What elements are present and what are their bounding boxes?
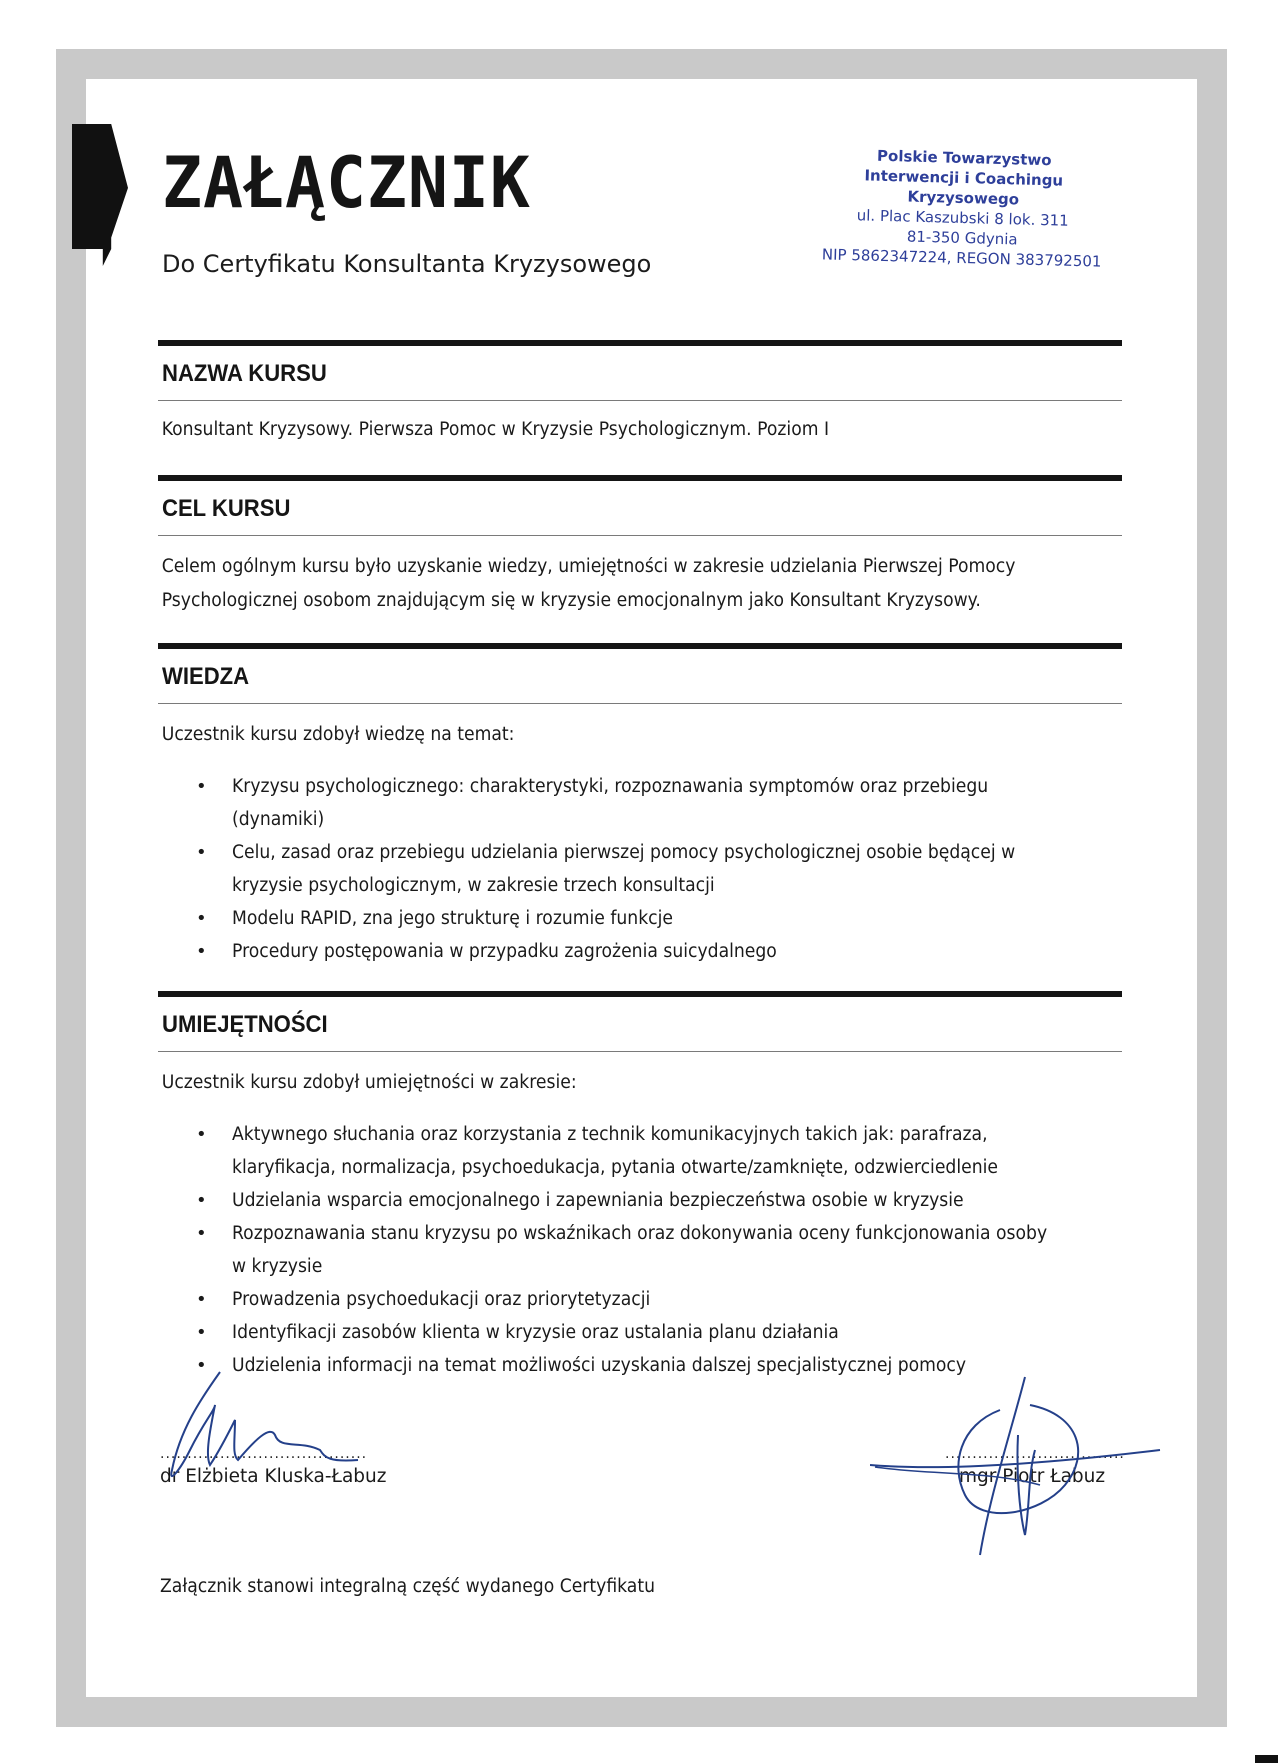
section-heading: NAZWA KURSU	[162, 360, 327, 387]
bullet-icon: •	[196, 908, 207, 929]
bullet-icon: •	[196, 1190, 207, 1211]
section-heading: CEL KURSU	[162, 495, 291, 522]
list-item	[158, 836, 1122, 902]
stamp-line-1: Polskie Towarzystwo	[876, 146, 1052, 170]
list-item-text: Udzielenia informacji na temat możliwości uzyskania dalszej specjalistycznej pomocy	[232, 1355, 967, 1376]
document-subtitle: Do Certyfikatu Konsultanta Kryzysowego	[162, 250, 652, 278]
section-rule-thin	[158, 1051, 1122, 1052]
bullet-icon: •	[196, 1223, 207, 1244]
bullet-icon: •	[196, 1289, 207, 1310]
section-heading: UMIEJĘTNOŚCI	[162, 1011, 328, 1038]
course-goal-line-1: Celem ogólnym kursu było uzyskanie wiedzy, umiejętności w zakresie udzielania Pierwszej Pomocy	[161, 556, 1016, 577]
section-rule-thick	[158, 991, 1122, 997]
section-course-name	[158, 340, 1122, 447]
course-name-text: Konsultant Kryzysowy. Pierwsza Pomoc w Kryzysie Psychologicznym. Poziom I	[161, 419, 830, 440]
section-rule-thin	[158, 400, 1122, 401]
skills-intro: Uczestnik kursu zdobył umiejętności w zakresie:	[161, 1072, 577, 1093]
bullet-icon: •	[196, 1355, 207, 1376]
list-item-text: Prowadzenia psychoedukacji oraz priorytetyzacji	[232, 1289, 651, 1310]
list-item	[158, 1217, 1122, 1283]
list-item-text: Udzielania wsparcia emocjonalnego i zapewniania bezpieczeństwa osobie w kryzysie	[232, 1190, 964, 1211]
knowledge-list	[158, 770, 1122, 968]
document-title: ZAŁĄCZNIK	[162, 142, 531, 224]
list-item	[158, 1283, 1122, 1316]
stamp-line-4: 81-350 Gdynia	[906, 227, 1018, 249]
section-knowledge	[158, 643, 1122, 968]
section-course-goal	[158, 475, 1122, 618]
section-rule-thick	[158, 340, 1122, 346]
section-rule-thin	[158, 535, 1122, 536]
list-item	[158, 1118, 1122, 1184]
list-item-text: w kryzysie	[232, 1256, 323, 1277]
handwritten-signature-left	[160, 1370, 400, 1495]
section-heading: WIEDZA	[162, 663, 250, 690]
list-item-text: (dynamiki)	[232, 809, 325, 830]
signatory-right-name: mgr Piotr Łabuz	[959, 1466, 1106, 1487]
document-footer-note: Załącznik stanowi integralną część wydanego Certyfikatu	[160, 1576, 656, 1597]
list-item-text: Celu, zasad oraz przebiegu udzielania pierwszej pomocy psychologicznej osobie będącej w	[232, 842, 1016, 863]
knowledge-intro: Uczestnik kursu zdobył wiedzę na temat:	[161, 724, 515, 745]
list-item-text: klaryfikacja, normalizacja, psychoedukacja, pytania otwarte/zamknięte, odzwierciedlenie	[232, 1157, 998, 1178]
skills-list	[158, 1118, 1122, 1382]
section-rule-thin	[158, 703, 1122, 704]
section-skills	[158, 991, 1122, 1382]
stamp-line-3: ul. Plac Kaszubski 8 lok. 311	[856, 206, 1069, 230]
organization-stamp	[816, 144, 1109, 272]
list-item-text: kryzysie psychologicznym, w zakresie trzech konsultacji	[232, 875, 715, 896]
signature-line-dots: .................................	[945, 1446, 1125, 1462]
list-item	[158, 1184, 1122, 1217]
list-item-text: Kryzysu psychologicznego: charakterystyki, rozpoznawania symptomów oraz przebiegu	[232, 776, 989, 797]
bullet-icon: •	[196, 776, 207, 797]
signatory-left-name: dr Elżbieta Kluska-Łabuz	[160, 1466, 387, 1487]
list-item-text: Procedury postępowania w przypadku zagrożenia suicydalnego	[232, 941, 777, 962]
handwritten-signature-right	[870, 1375, 1170, 1560]
signature-line-dots: ......................................	[160, 1446, 368, 1462]
list-item-text: Aktywnego słuchania oraz korzystania z technik komunikacyjnych takich jak: parafraza,	[232, 1124, 988, 1145]
stamp-line-5: NIP 5862347224, REGON 383792501	[821, 245, 1102, 271]
scan-corner-mark	[1255, 1755, 1278, 1763]
course-goal-line-2: Psychologicznej osobom znajdującym się w kryzysie emocjonalnym jako Konsultant Kryzysowy.	[161, 590, 981, 611]
list-item-text: Identyfikacji zasobów klienta w kryzysie oraz ustalania planu działania	[232, 1322, 839, 1343]
bullet-icon: •	[196, 1124, 207, 1145]
list-item	[158, 770, 1122, 836]
list-item-text: Rozpoznawania stanu kryzysu po wskaźnikach oraz dokonywania oceny funkcjonowania osoby	[232, 1223, 1048, 1244]
section-rule-thick	[158, 643, 1122, 649]
list-item-text: Modelu RAPID, zna jego strukturę i rozumie funkcje	[232, 908, 674, 929]
section-rule-thick	[158, 475, 1122, 481]
bullet-icon: •	[196, 1322, 207, 1343]
list-item	[158, 902, 1122, 935]
stamp-line-2: Interwencji i Coachingu Kryzysowego	[864, 166, 1064, 209]
bullet-icon: •	[196, 941, 207, 962]
bullet-icon: •	[196, 842, 207, 863]
list-item	[158, 1316, 1122, 1349]
list-item	[158, 935, 1122, 968]
